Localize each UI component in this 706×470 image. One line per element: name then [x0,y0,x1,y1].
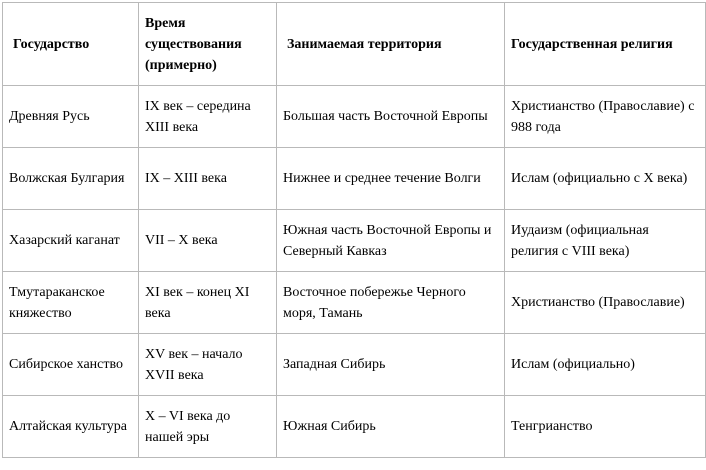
cell-state: Волжская Булгария [3,148,139,210]
cell-period: XV век – начало XVII века [139,334,277,396]
cell-religion: Иудаизм (официальная религия с VIII века) [505,210,706,272]
header-period: Время существования (примерно) [139,3,277,86]
cell-territory: Нижнее и среднее течение Волги [277,148,505,210]
table-row [3,272,706,334]
table-row [3,148,706,210]
cell-territory: Южная Сибирь [277,396,505,458]
table-row [3,334,706,396]
cell-religion: Христианство (Православие) [505,272,706,334]
cell-territory: Большая часть Восточной Европы [277,86,505,148]
cell-state: Древняя Русь [3,86,139,148]
cell-state: Сибирское ханство [3,334,139,396]
cell-period: IX век – середина XIII века [139,86,277,148]
cell-territory: Восточное побережье Черного моря, Тамань [277,272,505,334]
cell-religion: Ислам (официально с X века) [505,148,706,210]
header-territory: Занимаемая территория [277,3,505,86]
cell-state: Тмутараканское княжество [3,272,139,334]
table-row [3,210,706,272]
states-table [2,2,706,458]
header-state: Государство [3,3,139,86]
cell-period: IX – XIII века [139,148,277,210]
table-row [3,86,706,148]
cell-religion: Ислам (официально) [505,334,706,396]
cell-state: Хазарский каганат [3,210,139,272]
header-religion: Государственная религия [505,3,706,86]
header-row [3,3,706,86]
cell-period: XI век – конец XI века [139,272,277,334]
cell-territory: Южная часть Восточной Европы и Северный Кавказ [277,210,505,272]
cell-state: Алтайская культура [3,396,139,458]
cell-religion: Христианство (Православие) с 988 года [505,86,706,148]
table-row [3,396,706,458]
cell-period: VII – X века [139,210,277,272]
cell-religion: Тенгрианство [505,396,706,458]
cell-territory: Западная Сибирь [277,334,505,396]
cell-period: X – VI века до нашей эры [139,396,277,458]
